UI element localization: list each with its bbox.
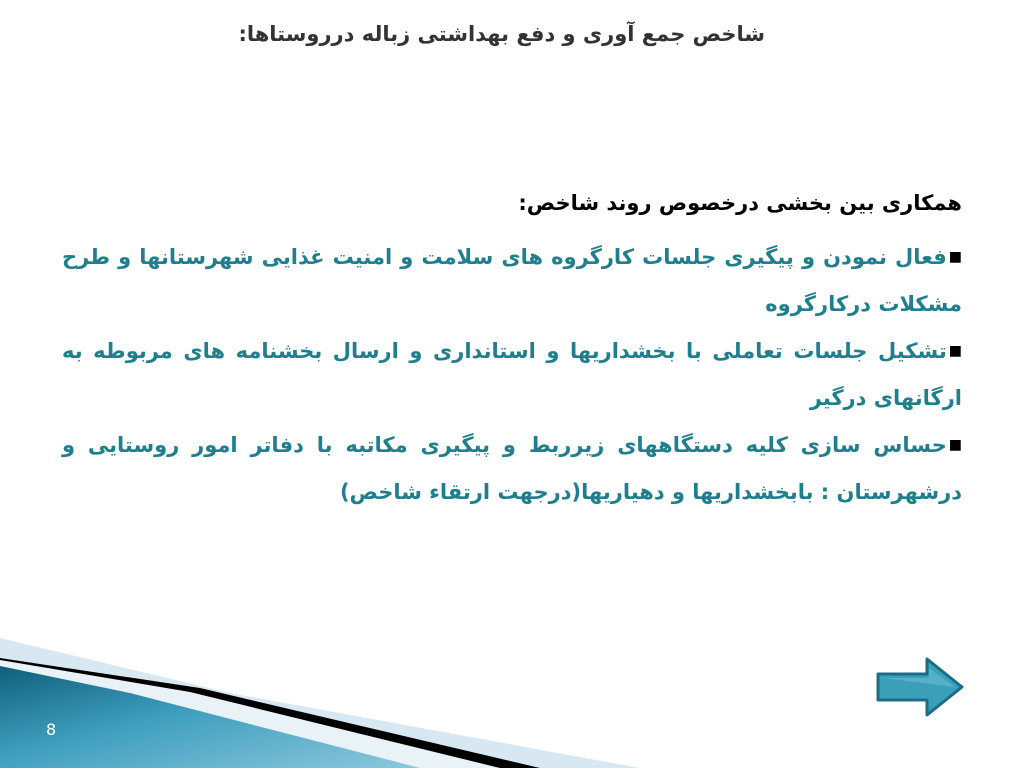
- bullet-item-3: [62, 422, 962, 516]
- bullet-text-3: حساس سازی کلیه دستگاههای زیرربط و پیگیری مکاتبه با دفاتر امور روستایی و درشهرستان : بابخشداریها و دهیاریها(درجهت ارتقاء شاخص): [62, 432, 962, 504]
- bullet-item-2: [62, 328, 962, 422]
- bottom-wave-decoration: [0, 638, 1024, 768]
- bullet-text-2: تشکیل جلسات تعاملی با بخشداریها و استانداری و ارسال بخشنامه های مربوطه به ارگانهای درگیر: [62, 338, 962, 410]
- bullet-item-1: [62, 234, 962, 328]
- bullet-square-icon: ■: [948, 436, 962, 453]
- bullet-square-icon: ■: [948, 248, 962, 265]
- slide-body: [62, 188, 962, 516]
- bullet-text-1: فعال نمودن و پیگیری جلسات کارگروه های سلامت و امنیت غذایی شهرستانها و طرح مشکلات درکارگروه: [62, 244, 962, 316]
- slide-title: شاخص جمع آوری و دفع بهداشتی زباله درروستاها:: [238, 22, 765, 46]
- page-number: 8: [46, 720, 57, 739]
- right-arrow-icon[interactable]: [875, 656, 965, 718]
- section-heading: همکاری بین بخشی درخصوص روند شاخص:: [518, 191, 962, 215]
- bullet-square-icon: ■: [948, 342, 962, 359]
